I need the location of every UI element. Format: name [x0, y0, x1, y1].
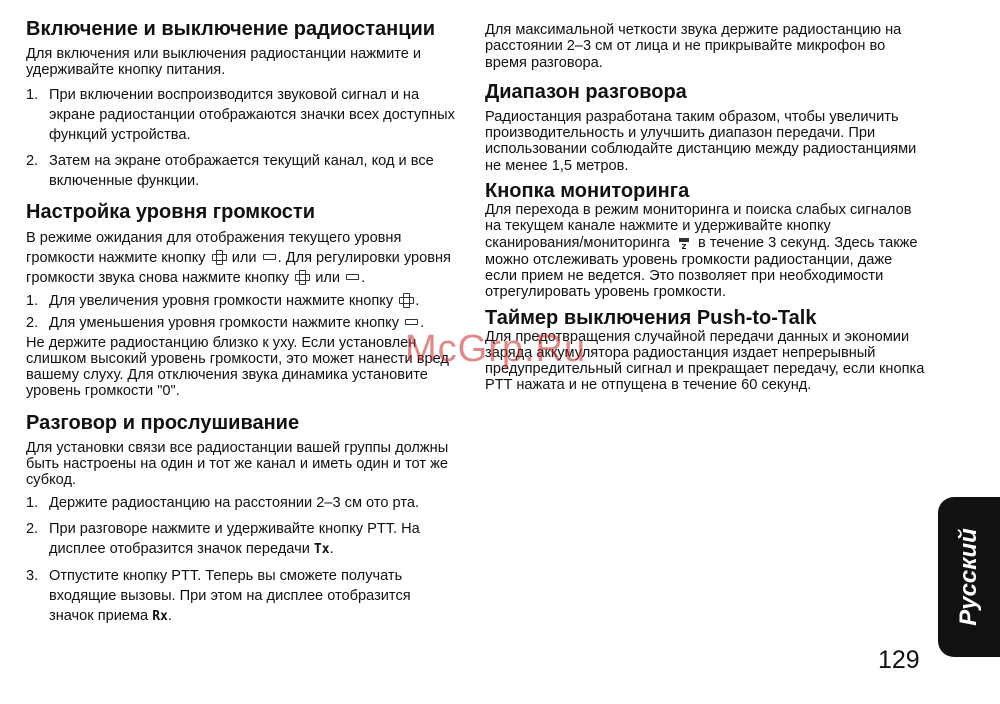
section-text: Для предотвращения случайной передачи данных и экономии заряда аккумулятора радиостанция издает непрерывный предупредительный сигнал и прекращает передачу, если кнопка PTT нажата и не отпущена в течение 60 секунд.	[485, 328, 925, 394]
step-text: Затем на экране отображается текущий канал, код и все включенные функции.	[49, 152, 434, 189]
watermark: McGrp.Ru	[405, 328, 587, 370]
page-number: 129	[878, 646, 920, 674]
section-ptt-timer	[485, 307, 925, 394]
section-text: Радиостанция разработана таким образом, чтобы увеличить производительность и улучшить диапазон передачи. При использовании соблюдайте дистанцию между радиостанциями не менее 1,5 метров.	[485, 108, 917, 174]
plus-icon	[295, 270, 309, 284]
scan-monitor-icon: z	[677, 238, 691, 252]
step-text: Отпустите кнопку PTT. Теперь вы сможете получать входящие вызовы. При этом на дисплее отобразится значок приема	[49, 567, 411, 624]
tx-icon: Tx	[313, 541, 330, 557]
list-item	[26, 291, 458, 311]
list-item	[26, 519, 458, 560]
minus-icon	[263, 254, 276, 260]
intro-text: В режиме ожидания для отображения текущего уровня громкости нажмите кнопку	[26, 229, 402, 266]
intro-text: . Для регулировки уровня громкости звука снова нажмите кнопку	[26, 249, 451, 286]
step-number: 1.	[26, 86, 39, 103]
section-title: Таймер выключения Push-to-Talk	[485, 306, 817, 329]
step-end: .	[415, 292, 420, 309]
steps-list	[26, 291, 458, 333]
left-column	[26, 18, 458, 633]
warning-text: Не держите радиостанцию близко к уху. Если установлен слишком высокий уровень громкости, это может нанести вред вашему слуху. Для отключения звука динамика установите уровень громкости "0".	[26, 334, 449, 400]
plus-icon	[399, 293, 413, 307]
intro-text: или	[231, 249, 257, 266]
intro-text: .	[361, 269, 366, 286]
step-number: 2.	[26, 520, 39, 537]
plus-icon	[212, 250, 226, 264]
section-title: Настройка уровня громкости	[26, 200, 316, 223]
step-number: 2.	[26, 314, 39, 331]
section-range	[485, 81, 925, 174]
language-tab	[938, 497, 1000, 657]
step-number: 1.	[26, 494, 39, 511]
section-title: Включение и выключение радиостанции	[26, 18, 436, 40]
section-title: Кнопка мониторинга	[485, 180, 690, 203]
step-end: .	[329, 540, 334, 557]
step-end: .	[420, 314, 425, 331]
step-text: При включении воспроизводится звуковой сигнал и на экране радиостанции отображаются значки всех доступных функций устройства.	[49, 86, 455, 143]
list-item	[26, 566, 458, 627]
section-power	[26, 18, 458, 191]
step-text: Держите радиостанцию на расстоянии 2–3 см ото рта.	[49, 494, 420, 511]
step-text: При разговоре нажмите и удерживайте кнопку PTT. На дисплее отобразится значок передачи	[49, 520, 420, 557]
section-text	[485, 202, 925, 300]
steps-list	[26, 493, 458, 627]
step-end: .	[167, 607, 172, 624]
step-text: Для увеличения уровня громкости нажмите кнопку	[49, 292, 394, 309]
section-talk	[26, 412, 458, 627]
monitor-text: в течение 3 секунд. Здесь также можно отслеживать уровень громкости радиостанции, даже если прием не ведется. Это позволяет при необходимости отрегулировать уровень громкости.	[485, 234, 918, 301]
section-volume	[26, 201, 458, 400]
list-item	[26, 151, 458, 191]
right-intro: Для максимальной четкости звука держите радиостанцию на расстоянии 2–3 см от лица и не прикрывайте микрофон во время разговора.	[485, 22, 902, 71]
step-number: 3.	[26, 567, 39, 584]
right-column	[485, 22, 925, 394]
section-title: Диапазон разговора	[485, 80, 687, 103]
monitor-text: Для перехода в режим мониторинга и поиска слабых сигналов на текущем канале нажмите и удерживайте кнопку сканирования/мониторинга	[485, 202, 912, 251]
section-monitor	[485, 180, 925, 300]
step-number: 2.	[26, 152, 39, 169]
section-intro	[26, 228, 458, 288]
intro-text: или	[315, 269, 341, 286]
minus-icon	[405, 319, 418, 325]
language-label: Русский	[955, 528, 983, 626]
section-intro: Для установки связи все радиостанции вашей группы должны быть настроены на один и тот же канал и иметь один и тот же субкод.	[26, 439, 449, 489]
steps-list	[26, 85, 458, 191]
section-title: Разговор и прослушивание	[26, 411, 300, 434]
step-number: 1.	[26, 292, 39, 309]
list-item	[26, 85, 458, 145]
step-text: Для уменьшения уровня громкости нажмите кнопку	[49, 314, 399, 331]
section-intro: Для включения или выключения радиостанции нажмите и удерживайте кнопку питания.	[26, 46, 422, 79]
list-item	[26, 493, 458, 513]
list-item	[26, 313, 458, 333]
rx-icon: Rx	[152, 608, 168, 624]
minus-icon	[346, 274, 359, 280]
